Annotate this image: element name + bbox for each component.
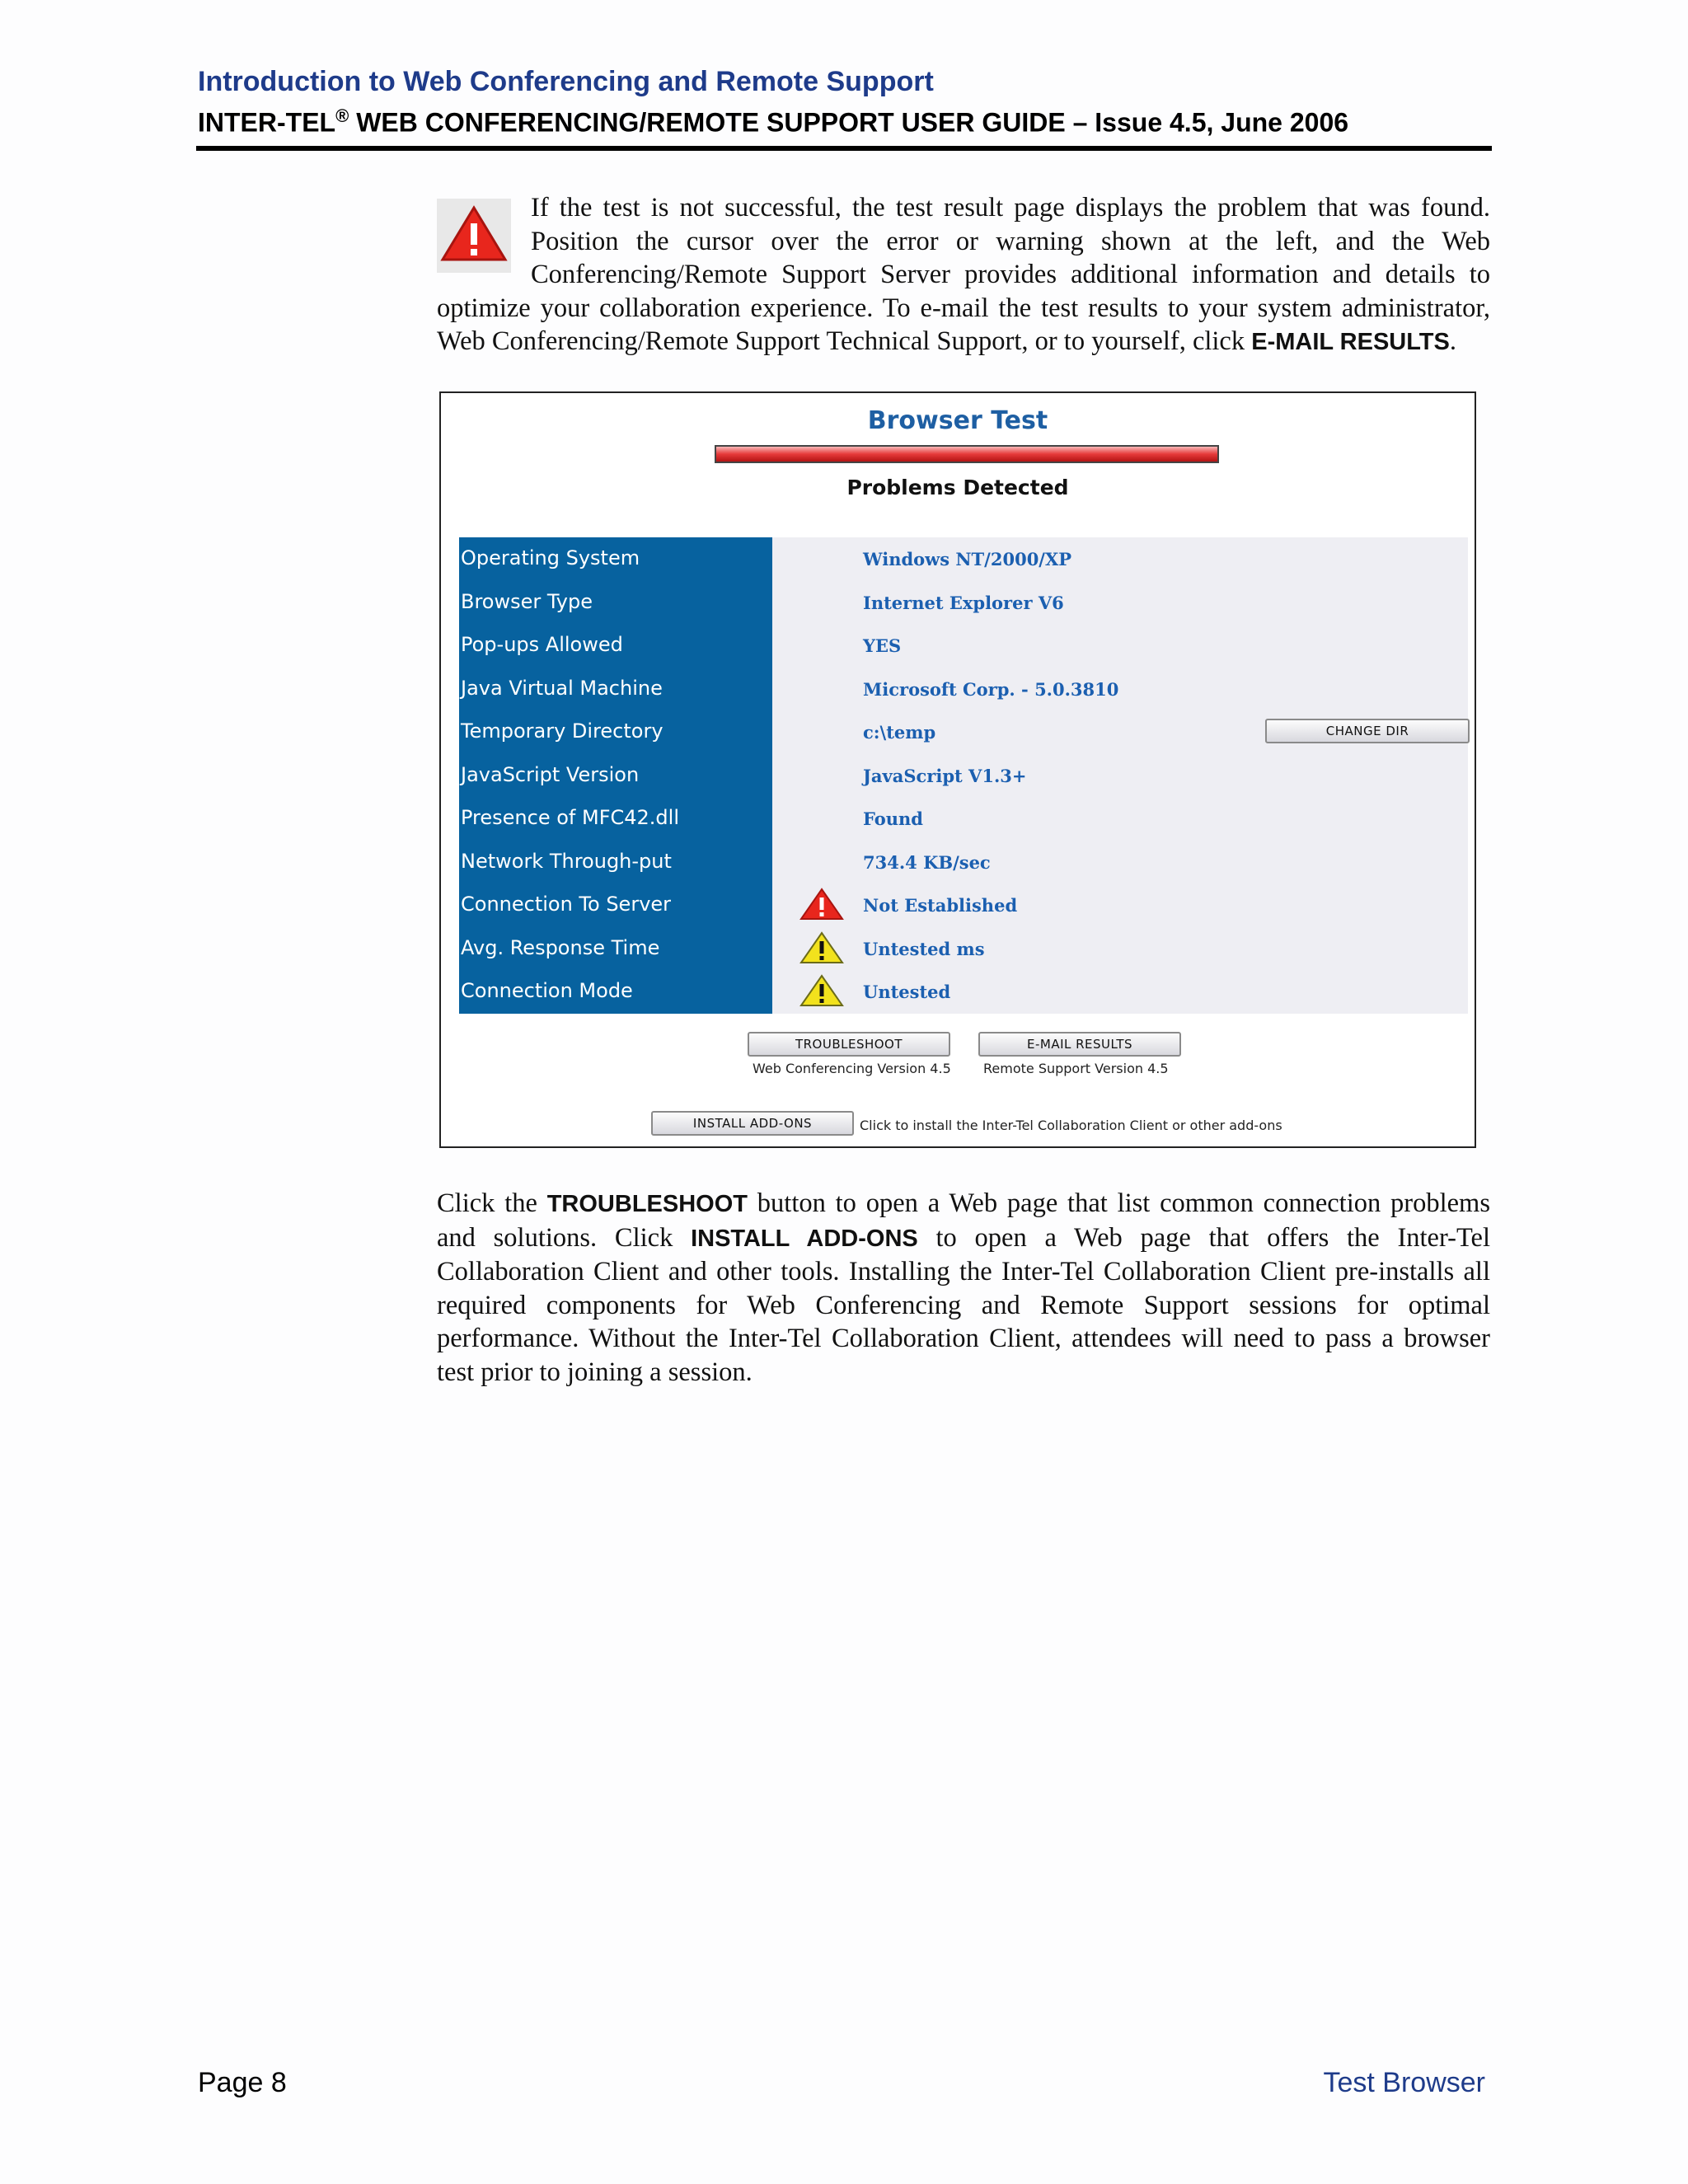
warning-icon[interactable] [799,973,845,1008]
result-row [459,970,1468,1014]
footer-section: Test Browser [1323,2067,1485,2098]
result-label: Temporary Directory [461,719,663,743]
para2-text-3: to open a Web page that offers the Inter-Tel Collaboration Client and other tools. Installing the Inter-Tel Collaboration Client pre-installs all required components for Web Conferencing and Remote Support sessions for optimal performance. Without the Inter-Tel Collaboration Client, attendees will need to pass a browser test prior to joining a session. [437,1222,1491,1387]
result-row [459,537,1468,581]
change-dir-button[interactable]: CHANGE DIR [1265,719,1470,743]
troubleshoot-button[interactable]: TROUBLESHOOT [748,1032,950,1057]
registered-mark: ® [335,105,349,126]
result-value[interactable]: Untested ms [863,938,985,959]
result-value: Microsoft Corp. - 5.0.3810 [863,678,1119,700]
result-label: Pop-ups Allowed [461,633,623,656]
error-icon [437,199,511,273]
intro-end: . [1449,326,1456,356]
install-addons-button[interactable]: INSTALL ADD-ONS [651,1111,854,1136]
result-row [459,841,1468,884]
para2-text-2: button to open a Web page that list common connection problems and solutions. Click [437,1188,1490,1253]
result-label: Avg. Response Time [461,935,660,959]
results-table [459,537,1468,1014]
result-value: 734.4 KB/sec [863,851,991,873]
result-value: Found [863,808,923,829]
install-note: Click to install the Inter-Tel Collaboration Client or other add-ons [860,1118,1282,1133]
intro-paragraph [437,191,1490,359]
header-rule [196,146,1492,151]
para2-text-1: Click the [437,1188,547,1218]
result-label: Java Virtual Machine [461,676,663,700]
browser-test-screenshot [439,391,1476,1148]
email-results-ref: E-MAIL RESULTS [1251,329,1450,355]
result-label: Connection To Server [461,893,672,916]
result-label: Browser Type [461,589,593,613]
page-number: Page 8 [198,2067,287,2098]
section-header: Introduction to Web Conferencing and Remote Support [198,66,934,97]
result-value[interactable]: Untested [863,982,951,1002]
web-conferencing-version: Web Conferencing Version 4.5 [753,1061,951,1076]
result-row [459,883,1468,927]
result-label: Presence of MFC42.dll [461,806,679,829]
document-title [198,105,1348,138]
email-results-button[interactable]: E-MAIL RESULTS [978,1032,1181,1057]
title-rest: WEB CONFERENCING/REMOTE SUPPORT USER GUIDE – Issue 4.5, June 2006 [349,107,1349,138]
result-label: JavaScript Version [461,762,640,786]
result-row [459,581,1468,625]
test-progress-bar [715,445,1219,463]
result-value: JavaScript V1.3+ [863,765,1027,786]
browser-test-title: Browser Test [867,406,1048,435]
title-brand: INTER-TEL [198,107,336,138]
remote-support-version: Remote Support Version 4.5 [983,1061,1169,1076]
result-value: Internet Explorer V6 [863,592,1064,613]
test-status: Problems Detected [846,476,1069,499]
result-label: Network Through-put [461,849,672,873]
result-row [459,624,1468,668]
result-label: Operating System [461,546,640,569]
result-value: Windows NT/2000/XP [863,549,1072,569]
warning-icon[interactable] [799,930,845,965]
troubleshoot-ref: TROUBLESHOOT [546,1191,748,1217]
result-value: c:\temp [863,722,936,743]
troubleshoot-paragraph [437,1187,1490,1389]
install-addons-ref: INSTALL ADD-ONS [691,1225,918,1252]
result-row [459,668,1468,711]
intro-text: If the test is not successful, the test result page displays the problem that was found. Position the cursor over the error or warning shown at the left, and the Web Conferencing/Remote Support Server provides additional information and details to optimize your collaboration experience. To e-mail the test results to your system administrator, Web Conferencing/Remote Support Technical Support, or to yourself, click [437,193,1490,356]
result-value: YES [863,635,902,656]
result-row [459,797,1468,841]
result-row [459,927,1468,971]
result-row [459,754,1468,798]
error-icon[interactable] [799,887,845,921]
result-value[interactable]: Not Established [863,895,1018,916]
result-label: Connection Mode [461,979,633,1002]
